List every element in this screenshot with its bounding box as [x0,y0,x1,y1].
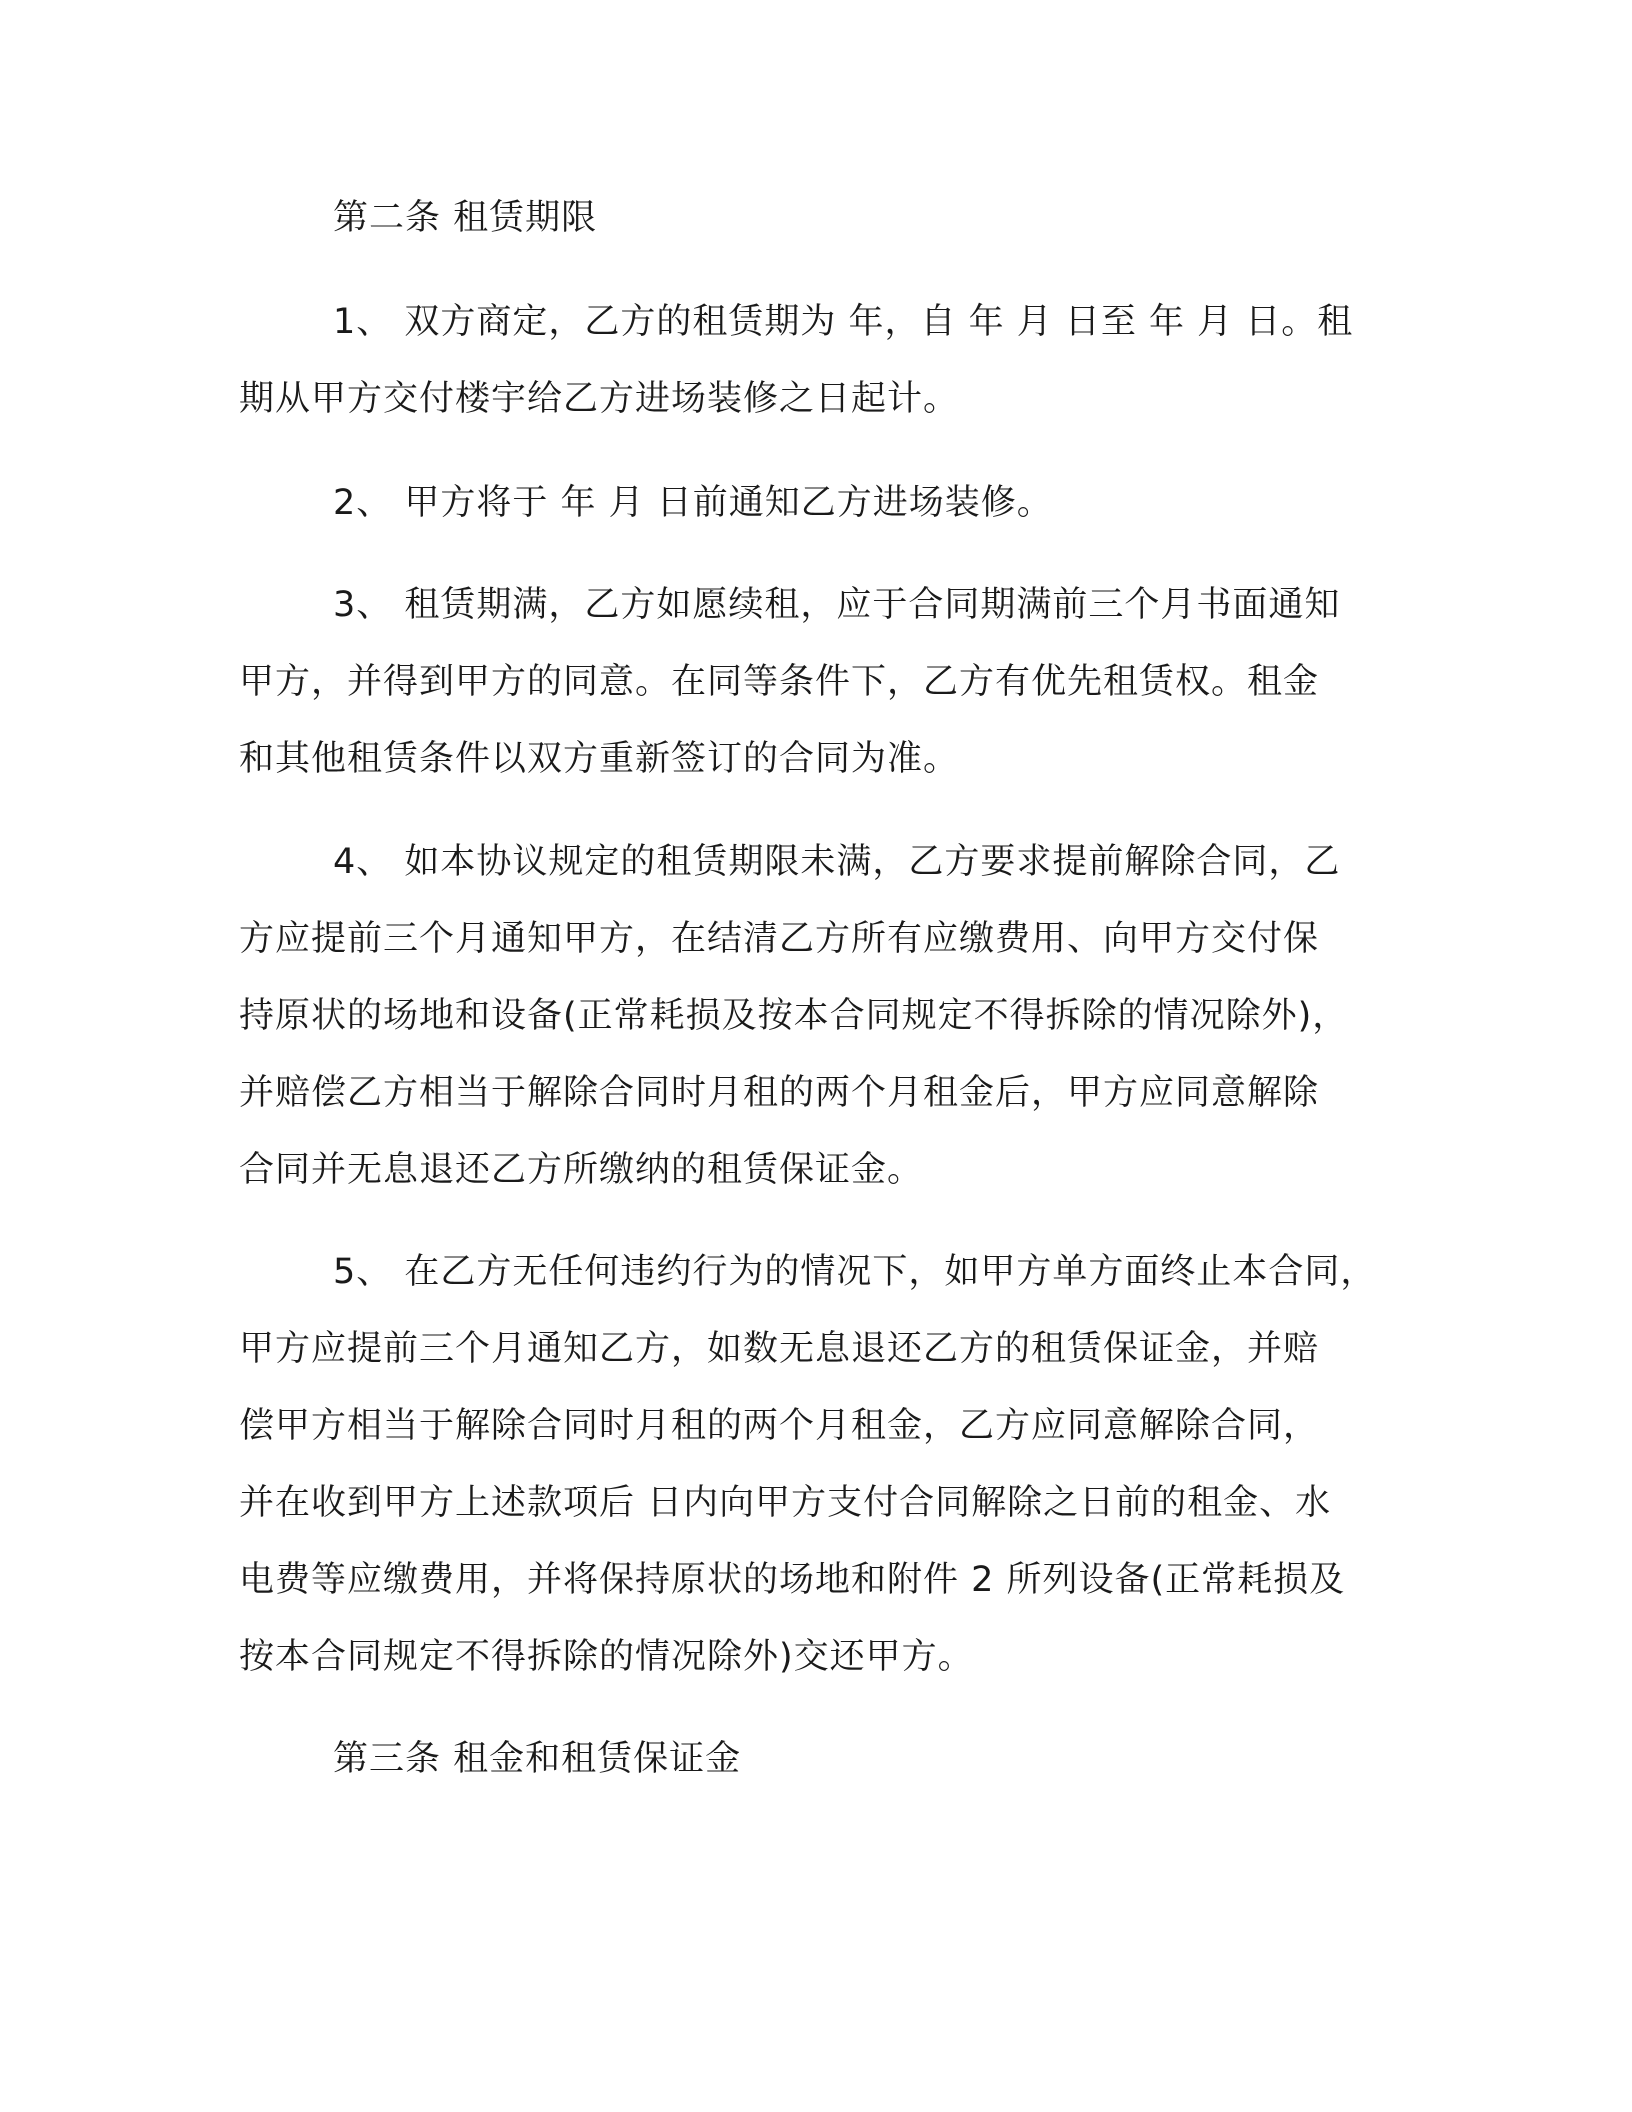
clause-4-line-5: 合同并无息退还乙方所缴纳的租赁保证金。 [239,1150,924,1190]
article-2-heading: 第二条 租赁期限 [333,198,598,238]
clause-5-line-6: 按本合同规定不得拆除的情况除外)交还甲方。 [239,1637,974,1677]
clause-5-line-4: 并在收到甲方上述款项后 日内向甲方支付合同解除之日前的租金、水 [239,1483,1332,1523]
clause-4-line-1: 4、 如本协议规定的租赁期限未满，乙方要求提前解除合同，乙 [333,842,1341,882]
clause-5-line-3: 偿甲方相当于解除合同时月租的两个月租金，乙方应同意解除合同， [239,1406,1320,1446]
clause-4-line-4: 并赔偿乙方相当于解除合同时月租的两个月租金后，甲方应同意解除 [239,1073,1320,1113]
clause-1-line-2: 期从甲方交付楼宇给乙方进场装修之日起计。 [239,379,960,419]
clause-4-line-3: 持原状的场地和设备(正常耗损及按本合同规定不得拆除的情况除外)， [239,996,1349,1036]
article-3-heading: 第三条 租金和租赁保证金 [333,1739,742,1779]
clause-3-line-1: 3、 租赁期满，乙方如愿续租，应于合同期满前三个月书面通知 [333,585,1341,625]
clause-2-line-1: 2、 甲方将于 年 月 日前通知乙方进场装修。 [333,483,1053,523]
clause-3-line-3: 和其他租赁条件以双方重新签订的合同为准。 [239,739,960,779]
clause-5-line-5: 电费等应缴费用，并将保持原状的场地和附件 2 所列设备(正常耗损及 [239,1560,1346,1600]
clause-5-line-1: 5、 在乙方无任何违约行为的情况下，如甲方单方面终止本合同， [333,1252,1377,1292]
clause-5-line-2: 甲方应提前三个月通知乙方，如数无息退还乙方的租赁保证金，并赔 [239,1329,1320,1369]
clause-1-line-1: 1、 双方商定，乙方的租赁期为 年，自 年 月 日至 年 月 日。租 [333,302,1354,342]
clause-4-line-2: 方应提前三个月通知甲方，在结清乙方所有应缴费用、向甲方交付保 [239,919,1320,959]
clause-3-line-2: 甲方，并得到甲方的同意。在同等条件下，乙方有优先租赁权。租金 [239,662,1320,702]
